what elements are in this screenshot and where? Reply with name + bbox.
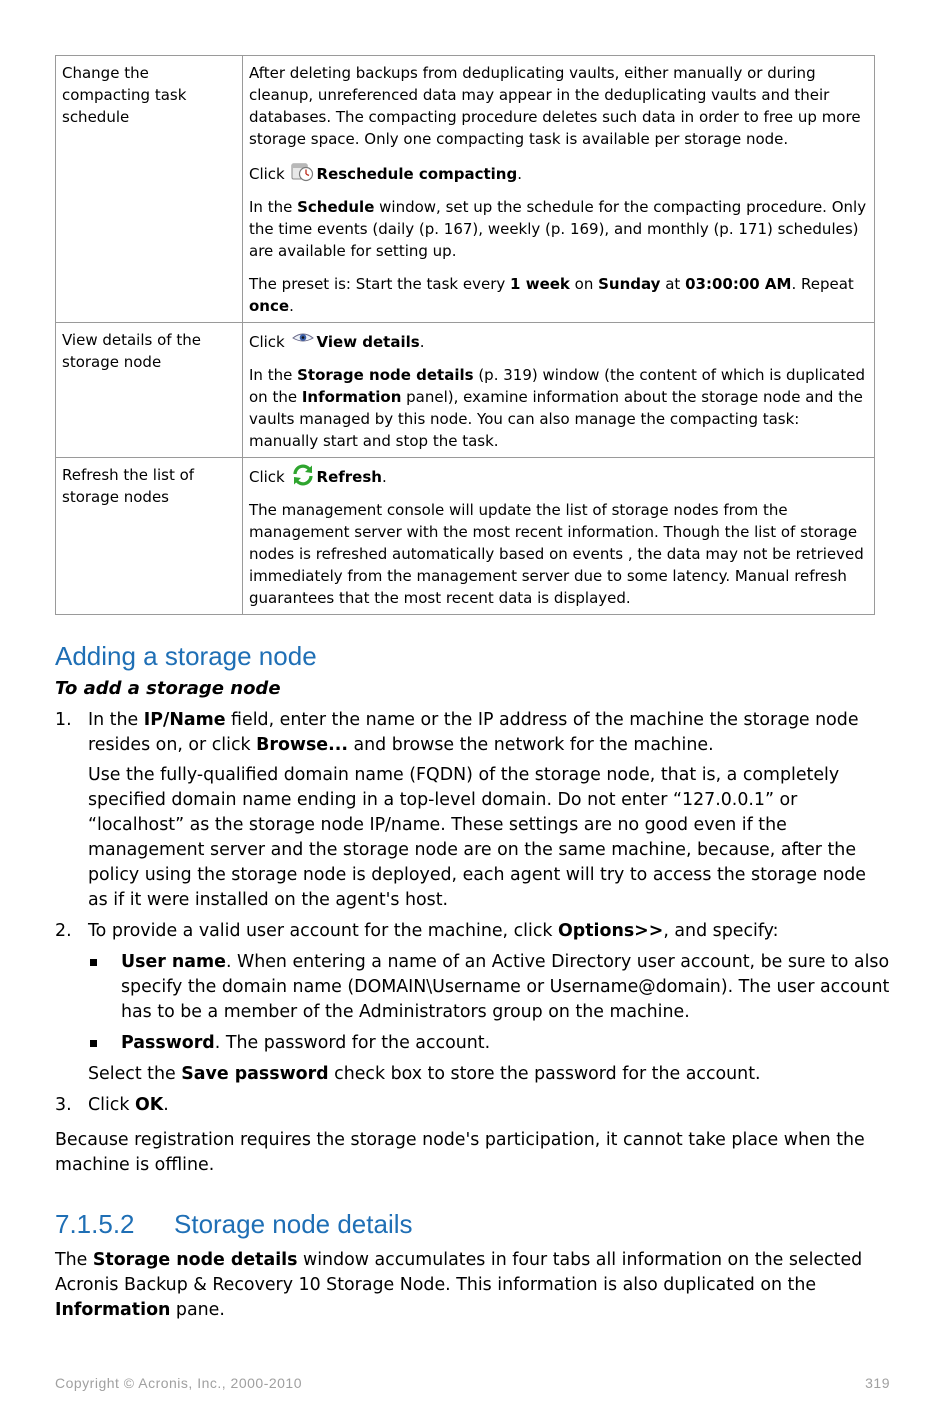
table-row — [56, 56, 875, 323]
section-heading: 7.1.5.2 Storage node details — [55, 1209, 413, 1239]
description-cell — [243, 56, 875, 323]
description-cell — [243, 323, 875, 458]
bullet-list — [88, 950, 890, 1056]
closing-paragraph: Because registration requires the storage node's participation, it cannot take place when the machine is offline. — [55, 1130, 865, 1175]
list-item: 2. To provide a valid user account for the machine, click Options>>, and specify: User name. When entering a name of an Active Directory user account, be sure to also specify the domain name (DOMAIN\Username or Username@domain). The user account has to be a member of the Administrators group on the machine. Password. The password for the account. Select the Save password check box to store the password for the account. — [55, 921, 890, 1084]
clock-calendar-icon — [291, 161, 315, 183]
procedure-title: To add a storage node — [55, 678, 281, 699]
description-paragraph: In the Schedule window, set up the schedule for the compacting procedure. Only the time events (daily (p. 167), weekly (p. 169), and monthly (p. 171) schedules) are available for setting up. — [249, 198, 867, 260]
page — [55, 55, 890, 1323]
action-cell: Refresh the list of storage nodes — [56, 458, 243, 615]
action-cell: Change the compacting task schedule — [56, 56, 243, 323]
actions-table — [55, 55, 875, 615]
eye-icon — [291, 329, 315, 351]
description-paragraph: The management console will update the list of storage nodes from the management server with the most recent information. Though the list of storage nodes is refreshed automatically based on events , the data may not be retrieved immediately from the management server due to some latency. Manual refresh guarantees that the most recent data is displayed. — [249, 501, 864, 607]
refresh-arrows-icon — [291, 464, 315, 486]
click-instruction: Click Reschedule compacting. — [249, 161, 868, 185]
click-instruction: Click View details. — [249, 329, 868, 353]
bullet-square — [90, 1040, 97, 1047]
click-instruction: Click Refresh. — [249, 464, 868, 488]
description-paragraph: The preset is: Start the task every 1 week on Sunday at 03:00:00 AM. Repeat once. — [249, 275, 854, 315]
details-paragraph: The Storage node details window accumulates in four tabs all information on the selected Acronis Backup & Recovery 10 Storage Node. This information is also duplicated on the Information pane. — [55, 1250, 863, 1320]
section-heading: Adding a storage node — [55, 641, 317, 671]
table-row — [56, 458, 875, 615]
action-cell: View details of the storage node — [56, 323, 243, 458]
footer — [55, 1375, 890, 1391]
list-item: Password. The password for the account. — [88, 1031, 890, 1056]
description-paragraph: After deleting backups from deduplicating vaults, either manually or during cleanup, unreferenced data may appear in the deduplicating vaults and their databases. The compacting procedure deletes such data in order to free up more storage space. Only one compacting task is available per storage node. — [249, 64, 861, 148]
copyright-text: Copyright © Acronis, Inc., 2000-2010 — [55, 1375, 302, 1391]
steps-list — [55, 708, 890, 1118]
step-note: Use the fully-qualified domain name (FQDN) of the storage node, that is, a completely specified domain name ending in a top-level domain. Do not enter “127.0.0.1” or “localhost” as the storage node IP/name. These settings are no good even if the management server and the storage node are on the same machine, because, after the policy using the storage node is deployed, each agent will try to access the storage node as if it were installed on the agent's host. — [88, 765, 867, 910]
table-row — [56, 323, 875, 458]
description-cell — [243, 458, 875, 615]
bullet-square — [90, 959, 97, 966]
page-number: 319 — [865, 1375, 890, 1391]
list-item: 1. In the IP/Name field, enter the name or the IP address of the machine the storage node resides on, or click Browse... and browse the network for the machine. Use the fully-qualified domain name (FQDN) of the storage node, that is, a completely specified domain name ending in a top-level domain. Do not enter “127.0.0.1” or “localhost” as the storage node IP/name. These settings are no good even if the management server and the storage node are on the same machine, because, after the policy using the storage node is deployed, each agent will try to access the storage node as if it were installed on the agent's host. — [55, 708, 890, 913]
list-item: 3. Click OK. — [55, 1095, 169, 1115]
list-item: User name. When entering a name of an Active Directory user account, be sure to also specify the domain name (DOMAIN\Username or Username@domain). The user account has to be a member of the Administrators group on the machine. — [88, 950, 890, 1025]
description-paragraph: In the Storage node details (p. 319) window (the content of which is duplicated on the Information panel), examine information about the storage node and the vaults managed by this node. You can also manage the compacting task: manually start and stop the task. — [249, 366, 865, 450]
